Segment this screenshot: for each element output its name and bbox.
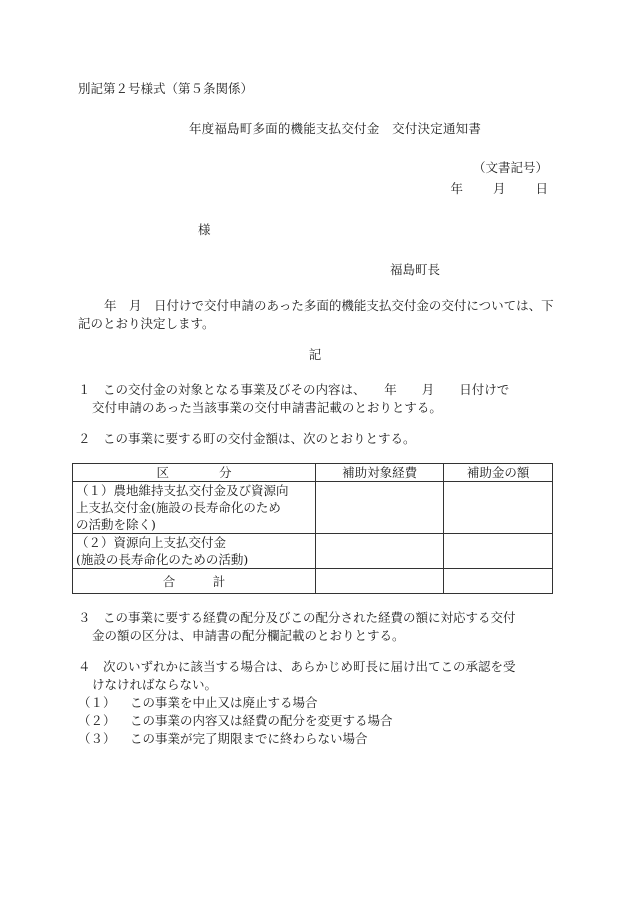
row-2-cost-cell[interactable] xyxy=(316,534,444,569)
item-3-line-2: 金の額の区分は、申請書の配分欄記載のとおりとする。 xyxy=(92,628,405,643)
row-1-category xyxy=(73,482,316,534)
condition-3-number: （３） xyxy=(78,731,116,746)
row-2-line-1: （２）資源向上支払交付金 xyxy=(76,535,227,550)
issue-date xyxy=(450,180,548,198)
condition-1 xyxy=(78,694,318,712)
total-label: 合 計 xyxy=(73,569,316,594)
item-1-line-2: 交付申請のあった当該事業の交付申請書記載のとおりとする。 xyxy=(92,400,442,415)
header-subsidy-amount: 補助金の額 xyxy=(444,464,553,482)
intro-paragraph: 年 月 日付けで交付申請のあった多面的機能支払交付金の交付については、下記のとおり決定します。 xyxy=(78,298,554,331)
condition-2-number: （２） xyxy=(78,713,116,728)
item-4-line-1: ４ 次のいずれかに該当する場合は、あらかじめ町長に届け出てこの承認を受 xyxy=(78,659,516,674)
item-3 xyxy=(78,609,554,645)
ki-heading: 記 xyxy=(308,347,322,362)
condition-1-text: この事業を中止又は廃止する場合 xyxy=(130,695,318,710)
item-4-line-2: けなければならない。 xyxy=(92,677,218,692)
subsidy-table xyxy=(72,463,553,594)
row-1-amount-cell[interactable] xyxy=(444,482,553,534)
document-number: （文書記号） xyxy=(472,160,548,175)
row-2-line-2: (施設の長寿命化のための活動) xyxy=(76,552,249,567)
row-2-category xyxy=(73,534,316,569)
item-4 xyxy=(78,658,554,694)
header-category: 区 分 xyxy=(73,464,316,482)
row-1-line-2: 上支払交付金(施設の長寿命化のため xyxy=(76,500,281,515)
row-1-line-1: （１）農地維持支払交付金及び資源向 xyxy=(76,483,289,498)
total-amount-cell[interactable] xyxy=(444,569,553,594)
row-1-line-3: の活動を除く) xyxy=(76,517,156,532)
table-row xyxy=(73,482,553,534)
table-header-row xyxy=(73,464,553,482)
condition-3 xyxy=(78,730,368,748)
table-total-row xyxy=(73,569,553,594)
condition-1-number: （１） xyxy=(78,695,116,710)
item-2 xyxy=(78,430,554,448)
addressee: 様 xyxy=(198,222,211,237)
item-1-line-1: １ この交付金の対象となる事業及びその内容は、 年 月 日付けで xyxy=(78,382,510,397)
date-year: 年 xyxy=(450,181,463,196)
row-1-cost-cell[interactable] xyxy=(316,482,444,534)
issuer: 福島町長 xyxy=(390,262,441,277)
condition-3-text: この事業が完了期限までに終わらない場合 xyxy=(130,731,368,746)
total-cost-cell[interactable] xyxy=(316,569,444,594)
condition-2-text: この事業の内容又は経費の配分を変更する場合 xyxy=(130,713,393,728)
header-eligible-cost: 補助対象経費 xyxy=(316,464,444,482)
item-2-line-1: ２ この事業に要する町の交付金額は、次のとおりとする。 xyxy=(78,431,416,446)
item-1 xyxy=(78,381,554,417)
table-row xyxy=(73,534,553,569)
date-day: 日 xyxy=(535,181,548,196)
item-3-line-1: ３ この事業に要する経費の配分及びこの配分された経費の額に対応する交付 xyxy=(78,610,516,625)
condition-2 xyxy=(78,712,393,730)
form-identifier: 別記第２号様式（第５条関係） xyxy=(78,81,254,96)
row-2-amount-cell[interactable] xyxy=(444,534,553,569)
document-title: 年度福島町多面的機能支払交付金 交付決定通知書 xyxy=(188,121,482,136)
date-month: 月 xyxy=(492,181,506,196)
